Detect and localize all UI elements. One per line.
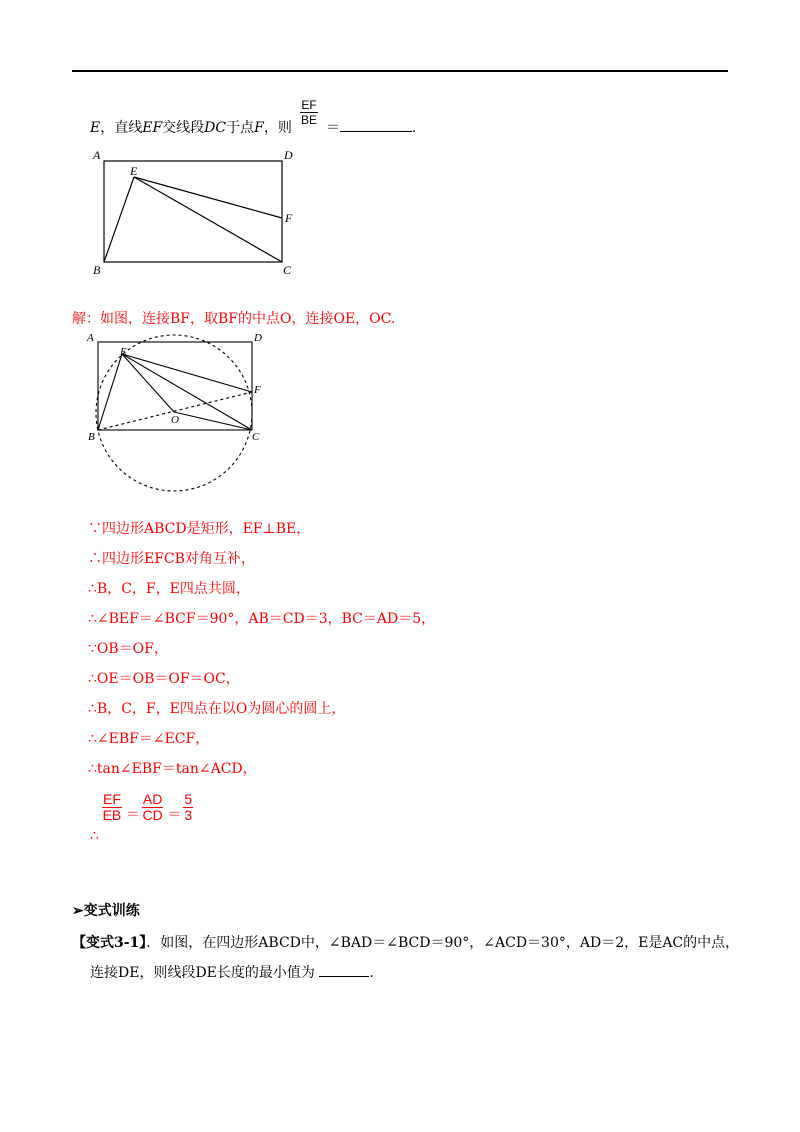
- label-e-2: E: [120, 346, 127, 358]
- solution-step-2: ∴四边形EFCB对角互补，: [88, 551, 255, 567]
- variant-text: .: [369, 965, 374, 981]
- solution-step-7: ∴B，C，F，E四点在以O为圆心的圆上，: [88, 701, 346, 717]
- fraction-5-3: [183, 792, 193, 823]
- fraction-numerator: EF: [301, 98, 317, 112]
- question-text: 交线段: [162, 120, 205, 136]
- label-b: B: [93, 263, 101, 277]
- therefore-symbol: ∴: [90, 828, 99, 844]
- label-f: F: [285, 211, 293, 225]
- label-f-2: F: [254, 384, 261, 396]
- var-e: E: [90, 120, 101, 136]
- figure-circle-2: [84, 330, 284, 495]
- label-c: C: [283, 263, 292, 277]
- variant-text: ．如图，在四边形ABCD中，∠BAD＝∠BCD＝90°，∠ACD＝30°，AD＝2，E是AC的中点，: [146, 935, 740, 951]
- label-a-2: A: [87, 332, 94, 344]
- solution-step-5: ∵OB＝OF，: [88, 641, 168, 657]
- label-d-2: D: [254, 332, 262, 344]
- var-f: F: [254, 120, 264, 136]
- var-ef: EF: [142, 120, 163, 136]
- question-line: [90, 117, 416, 137]
- segment-eb: [104, 177, 134, 262]
- dashed-circle: [96, 335, 252, 491]
- label-o: O: [171, 414, 179, 426]
- answer-blank: [340, 120, 412, 132]
- solution-step-4: ∴∠BEF＝∠BCF＝90°，AB＝CD＝3，BC＝AD＝5，: [88, 611, 436, 627]
- solution-step-6: ∴OE＝OB＝OF＝OC，: [88, 671, 240, 687]
- label-a: A: [93, 148, 101, 162]
- denominator-eb: EB: [102, 806, 122, 823]
- variant-line-1: [72, 932, 739, 952]
- denominator-3: 3: [184, 806, 193, 823]
- solution-step-8: ∴∠EBF＝∠ECF，: [88, 731, 210, 747]
- variant-tag: 【变式3-1】: [72, 935, 147, 951]
- solution-head: 解：如图，连接BF，取BF的中点O，连接OE，OC.: [72, 311, 396, 327]
- fraction-denominator: BE: [301, 113, 318, 127]
- question-fraction: [300, 98, 318, 127]
- question-text: ，直线: [100, 120, 143, 136]
- solution-step-1: ∵四边形ABCD是矩形，EF⊥BE，: [88, 521, 311, 537]
- numerator-ad: AD: [142, 790, 163, 807]
- question-text: .: [411, 120, 417, 136]
- segment-ef-2: [122, 354, 252, 392]
- label-c-2: C: [252, 431, 260, 443]
- segment-eb-2: [98, 354, 122, 430]
- header-rule: [72, 70, 728, 72]
- question-text: ＝: [325, 120, 340, 136]
- label-e: E: [130, 164, 138, 178]
- figure-rectangle-1: [88, 145, 308, 280]
- solution-step-3: ∴B，C，F，E四点共圆，: [88, 581, 250, 597]
- variant-text: 连接DE，则线段DE长度的最小值为: [90, 965, 315, 981]
- label-d: D: [284, 148, 293, 162]
- solution-fraction-equation: [102, 790, 195, 824]
- segment-ec-2: [122, 354, 252, 430]
- equals-sign: ＝: [167, 806, 182, 822]
- segment-ef: [134, 177, 282, 218]
- solution-step-9: ∴tan∠EBF＝tan∠ACD，: [88, 761, 257, 777]
- question-text: ，则: [263, 120, 292, 136]
- segment-ec: [134, 177, 282, 262]
- fraction-ef-eb: [102, 792, 122, 823]
- variant-answer-blank: [319, 965, 369, 977]
- segment-eo: [122, 354, 174, 412]
- numerator-ef: EF: [103, 790, 121, 807]
- section-title: ➢变式训练: [72, 903, 140, 919]
- question-text: 于点: [226, 120, 255, 136]
- fraction-ad-cd: [142, 792, 163, 823]
- var-dc: DC: [204, 120, 227, 136]
- numerator-5: 5: [184, 790, 193, 807]
- variant-line-2: [90, 962, 374, 982]
- denominator-cd: CD: [142, 806, 163, 823]
- segment-oc: [174, 412, 252, 430]
- equals-sign: ＝: [125, 806, 140, 822]
- label-b-2: B: [88, 431, 95, 443]
